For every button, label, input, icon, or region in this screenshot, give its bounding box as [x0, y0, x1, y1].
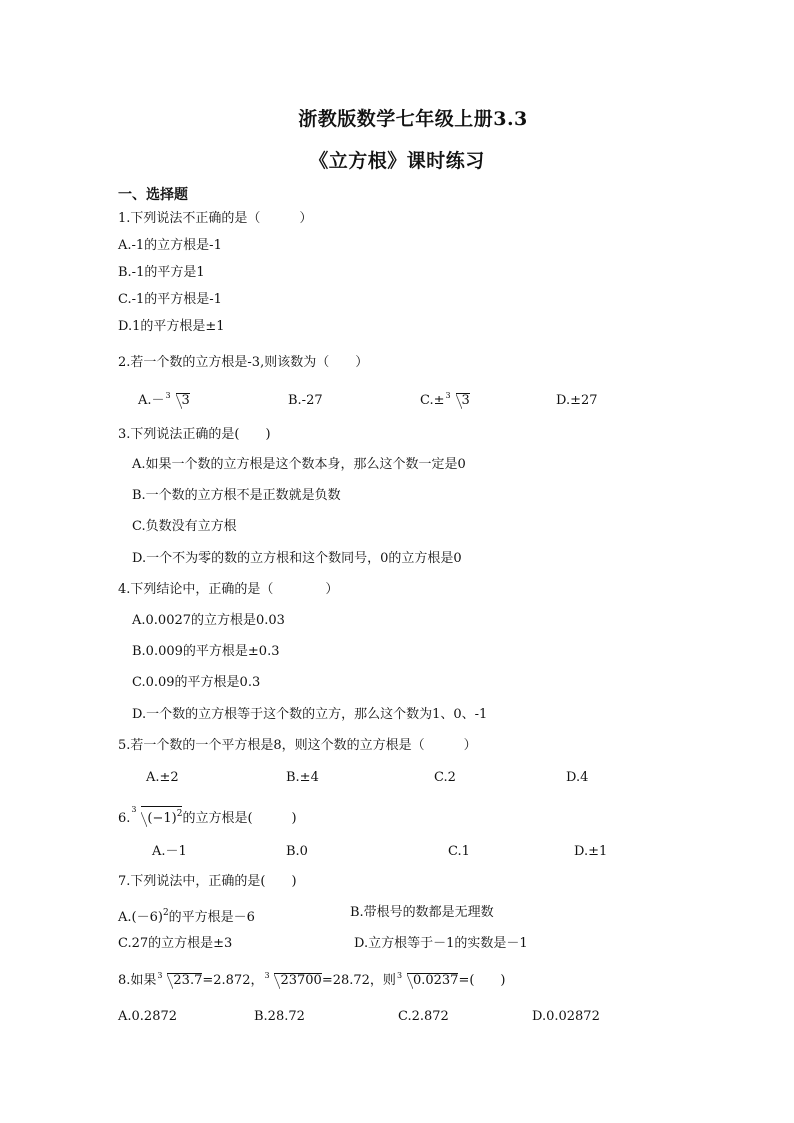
q7-option-a — [118, 904, 255, 927]
radicand — [141, 806, 182, 826]
q6-option-a: A.－1 — [152, 844, 187, 859]
q6-stem-text: 的立方根是( ) — [182, 811, 297, 826]
q3-option-a: A.如果一个数的立方根是这个数本身，那么这个数一定是0 — [132, 457, 466, 472]
q8-option-b: B.28.72 — [254, 1009, 305, 1024]
q2-option-a — [138, 392, 190, 410]
cube-root — [397, 972, 459, 990]
radicand: 3 — [176, 393, 190, 408]
q2-option-c — [420, 392, 470, 410]
q7-option-a-text: 的平方根是－6 — [168, 910, 255, 925]
q3-option-d: D.一个不为零的数的立方根和这个数同号，0的立方根是0 — [132, 551, 462, 566]
q4-option-d: D.一个数的立方根等于这个数的立方，那么这个数为1、0、-1 — [132, 707, 488, 722]
q8-equals-2: =28.72，则 — [321, 973, 396, 988]
q8-option-c: C.2.872 — [398, 1009, 449, 1024]
q1-stem: 1.下列说法不正确的是（ ） — [118, 211, 313, 226]
q3-stem: 3.下列说法正确的是( ) — [118, 427, 271, 442]
q7-option-c: C.27的立方根是±3 — [118, 936, 233, 951]
cube-root — [446, 392, 470, 410]
q2-option-d: D.±27 — [556, 393, 598, 408]
document-subtitle: 《立方根》课时练习 — [309, 150, 485, 172]
q2-stem: 2.若一个数的立方根是-3,则该数为（ ） — [118, 355, 369, 370]
cube-root — [131, 806, 182, 828]
q1-option-c: C.-1的平方根是-1 — [118, 292, 222, 307]
q1-option-b: B.-1的平方是1 — [118, 265, 205, 280]
q6-number: 6. — [118, 811, 131, 826]
q5-option-c: C.2 — [434, 770, 456, 785]
q8-stem — [118, 972, 505, 990]
q5-option-d: D.4 — [566, 770, 589, 785]
q4-stem: 4.下列结论中，正确的是（ ） — [118, 582, 339, 597]
q8-equals-1: =2.872， — [202, 973, 264, 988]
q7-option-a-base: A.(－6) — [118, 910, 163, 925]
q8-tail: =( ) — [458, 973, 506, 988]
root-index: 3 — [157, 971, 163, 980]
root-index: 3 — [445, 391, 451, 400]
q2-option-c-prefix: C.± — [420, 393, 445, 408]
q4-option-a: A.0.0027的立方根是0.03 — [132, 613, 285, 628]
q3-option-b: B.一个数的立方根不是正数就是负数 — [132, 488, 341, 503]
q8-number: 8.如果 — [118, 973, 157, 988]
document-title: 浙教版数学七年级上册3.3 — [298, 108, 528, 130]
root-index: 3 — [264, 971, 270, 980]
q2-option-b: B.-27 — [288, 393, 323, 408]
q4-option-c: C.0.09的平方根是0.3 — [132, 675, 261, 690]
cube-root — [166, 392, 190, 410]
q1-option-d: D.1的平方根是±1 — [118, 319, 225, 334]
q5-option-b: B.±4 — [286, 770, 319, 785]
root-index: 3 — [165, 391, 171, 400]
q7-stem: 7.下列说法中，正确的是( ) — [118, 874, 297, 889]
section-heading: 一、选择题 — [118, 187, 188, 203]
q4-option-b: B.0.009的平方根是±0.3 — [132, 644, 280, 659]
radicand: 23700 — [274, 973, 321, 988]
radicand-exponent: 2 — [176, 809, 183, 819]
radicand: 3 — [456, 393, 470, 408]
q5-option-a: A.±2 — [146, 770, 179, 785]
q7-option-a-exponent: 2 — [162, 908, 169, 918]
radicand-base: (−1) — [147, 811, 177, 826]
radicand: 0.0237 — [407, 973, 459, 988]
radicand: 23.7 — [167, 973, 202, 988]
q1-option-a: A.-1的立方根是-1 — [118, 238, 222, 253]
cube-root — [264, 972, 321, 990]
q8-option-a: A.0.2872 — [118, 1009, 178, 1024]
q5-stem: 5.若一个数的一个平方根是8，则这个数的立方根是（ ） — [118, 738, 477, 753]
q6-stem — [118, 806, 297, 828]
q3-option-c: C.负数没有立方根 — [132, 519, 237, 534]
q6-option-c: C.1 — [448, 844, 470, 859]
q7-option-d: D.立方根等于－1的实数是－1 — [354, 936, 528, 951]
cube-root — [157, 972, 202, 990]
q2-option-a-prefix: A.－ — [138, 393, 165, 408]
q6-option-d: D.±1 — [574, 844, 608, 859]
root-index: 3 — [131, 805, 137, 814]
q8-option-d: D.0.02872 — [532, 1009, 600, 1024]
q6-option-b: B.0 — [286, 844, 308, 859]
root-index: 3 — [396, 971, 403, 980]
q7-option-b: B.带根号的数都是无理数 — [350, 905, 494, 920]
